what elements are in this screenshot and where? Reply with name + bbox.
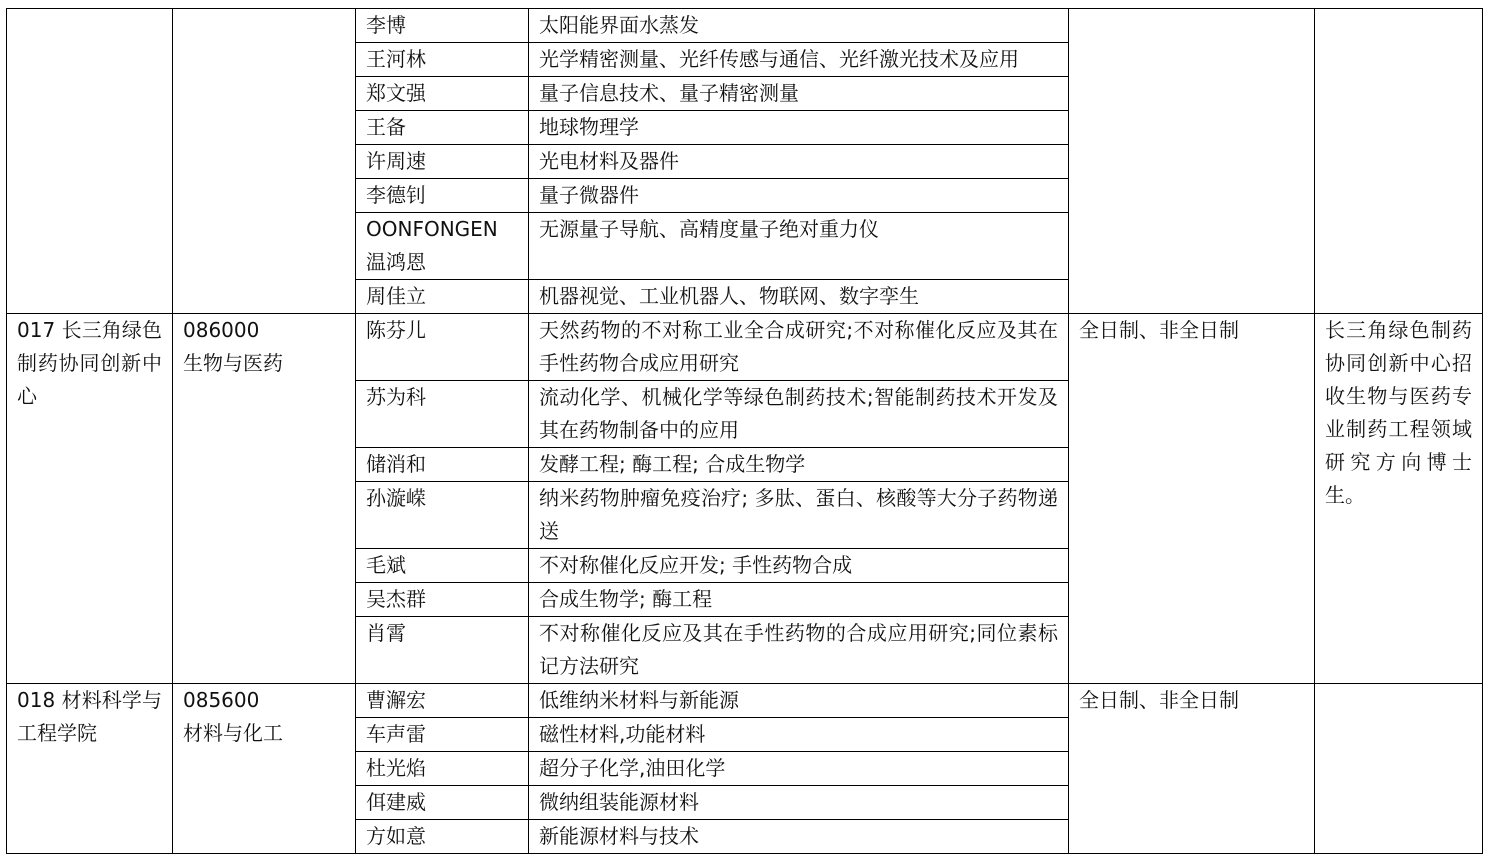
major-cell: 085600 材料与化工 [173, 684, 356, 854]
mode-cell [1069, 9, 1315, 314]
note-cell [1315, 684, 1483, 854]
advisor-cell: 郑文强 [356, 77, 529, 111]
table-row [7, 314, 1483, 381]
direction-cell: 太阳能界面水蒸发 [529, 9, 1069, 43]
direction-cell: 纳米药物肿瘤免疫治疗; 多肽、蛋白、核酸等大分子药物递送 [529, 482, 1069, 549]
mode-cell: 全日制、非全日制 [1069, 684, 1315, 854]
direction-cell: 量子信息技术、量子精密测量 [529, 77, 1069, 111]
direction-cell: 发酵工程; 酶工程; 合成生物学 [529, 448, 1069, 482]
direction-cell: 无源量子导航、高精度量子绝对重力仪 [529, 213, 1069, 280]
advisor-cell: 毛斌 [356, 549, 529, 583]
direction-cell: 合成生物学; 酶工程 [529, 583, 1069, 617]
advisor-cell: 李博 [356, 9, 529, 43]
direction-cell: 地球物理学 [529, 111, 1069, 145]
dept-cell [7, 9, 173, 314]
direction-cell: 微纳组装能源材料 [529, 786, 1069, 820]
note-cell [1315, 9, 1483, 314]
advisor-cell: 杜光焰 [356, 752, 529, 786]
direction-cell: 不对称催化反应及其在手性药物的合成应用研究;同位素标记方法研究 [529, 617, 1069, 684]
direction-cell: 天然药物的不对称工业全合成研究;不对称催化反应及其在手性药物合成应用研究 [529, 314, 1069, 381]
direction-cell: 低维纳米材料与新能源 [529, 684, 1069, 718]
advisor-cell: 吴杰群 [356, 583, 529, 617]
direction-cell: 量子微器件 [529, 179, 1069, 213]
direction-cell: 超分子化学,油田化学 [529, 752, 1069, 786]
advisor-cell: 佴建威 [356, 786, 529, 820]
dept-cell: 017 长三角绿色制药协同创新中心 [7, 314, 173, 684]
advisor-cell: 王河林 [356, 43, 529, 77]
advisor-cell: 李德钊 [356, 179, 529, 213]
direction-cell: 机器视觉、工业机器人、物联网、数字孪生 [529, 280, 1069, 314]
advisor-cell: 孙漩嵘 [356, 482, 529, 549]
direction-cell: 磁性材料,功能材料 [529, 718, 1069, 752]
advisor-cell: 许周速 [356, 145, 529, 179]
direction-cell: 流动化学、机械化学等绿色制药技术;智能制药技术开发及其在药物制备中的应用 [529, 381, 1069, 448]
advisor-cell: 储消和 [356, 448, 529, 482]
table-row [7, 684, 1483, 718]
advisor-cell: 曹澥宏 [356, 684, 529, 718]
advisor-cell: 苏为科 [356, 381, 529, 448]
advisor-cell: 周佳立 [356, 280, 529, 314]
direction-cell: 不对称催化反应开发; 手性药物合成 [529, 549, 1069, 583]
note-cell: 长三角绿色制药协同创新中心招收生物与医药专业制药工程领域研究方向博士生。 [1315, 314, 1483, 684]
advisor-cell: 方如意 [356, 820, 529, 854]
advisor-cell: 陈芬儿 [356, 314, 529, 381]
advisor-cell: 车声雷 [356, 718, 529, 752]
program-table [6, 8, 1483, 854]
major-cell: 086000 生物与医药 [173, 314, 356, 684]
advisor-cell: 王备 [356, 111, 529, 145]
direction-cell: 光电材料及器件 [529, 145, 1069, 179]
advisor-cell: OONFONGEN 温鸿恩 [356, 213, 529, 280]
major-cell [173, 9, 356, 314]
mode-cell: 全日制、非全日制 [1069, 314, 1315, 684]
direction-cell: 光学精密测量、光纤传感与通信、光纤激光技术及应用 [529, 43, 1069, 77]
dept-cell: 018 材料科学与工程学院 [7, 684, 173, 854]
table-row [7, 9, 1483, 43]
advisor-cell: 肖霄 [356, 617, 529, 684]
direction-cell: 新能源材料与技术 [529, 820, 1069, 854]
